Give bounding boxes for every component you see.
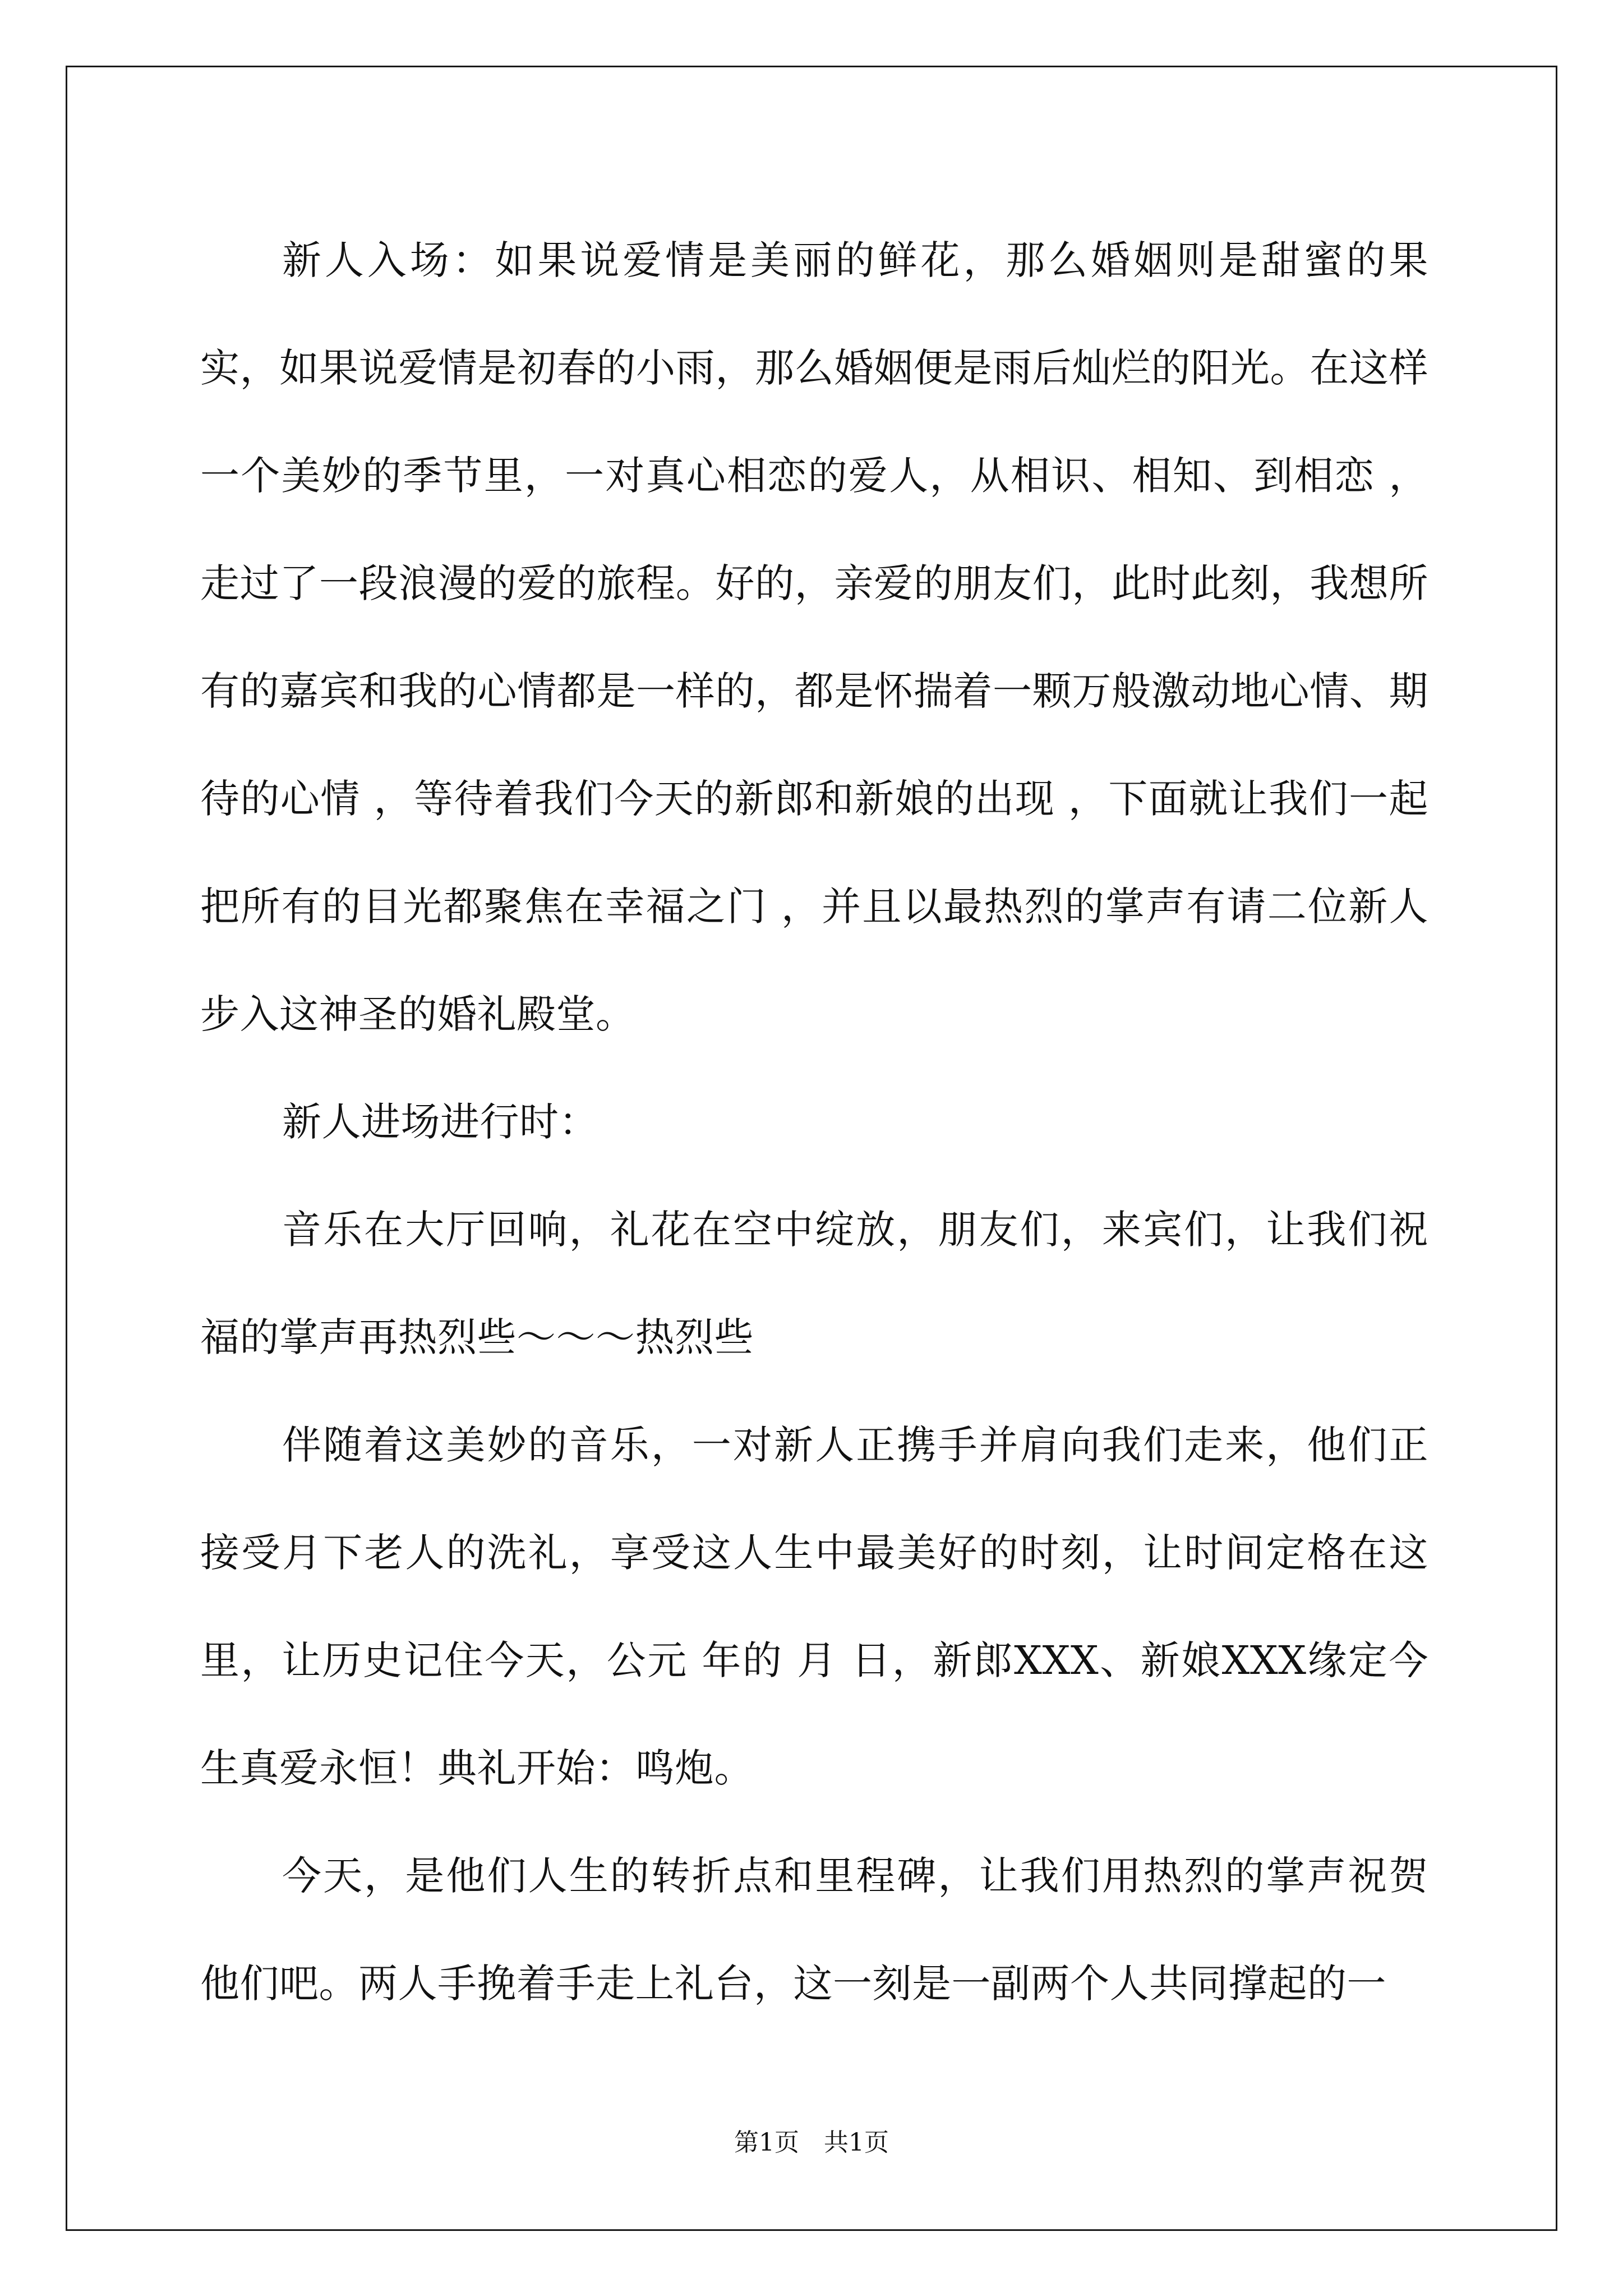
paragraph-music: 音乐在大厅回响，礼花在空中绽放，朋友们，来宾们，让我们祝福的掌声再热烈些～～～热烈些 (200, 1207, 1428, 1360)
page-number-footer: 第1页 共1页 (734, 2128, 889, 2157)
document-body (200, 206, 1428, 2037)
paragraph-walking: 伴随着这美妙的音乐，一对新人正携手并肩向我们走来，他们正接受月下老人的洗礼，享受这人生中最美好的时刻，让时间定格在这里，让历史记住今天，公元 年的 月 日，新郎XXX、新娘XXX缘定今生真爱永恒！典礼开始：鸣炮。 (200, 1422, 1428, 1791)
paragraph-entrance: 新人入场：如果说爱情是美丽的鲜花，那么婚姻则是甜蜜的果实，如果说爱情是初春的小雨，那么婚姻便是雨后灿烂的阳光。在这样一个美妙的季节里，一对真心相恋的爱人，从相识、相知、到相恋 ，走过了一段浪漫的爱的旅程。好的，亲爱的朋友们，此时此刻，我想所有的嘉宾和我的心情都是一样的，都是怀揣着一颗万般激动地心情、期待的心情 ，等待着我们今天的新郎和新娘的出现 ，下面就让我们一起把所有的目光都聚焦在幸福之门 ，并且以最热烈的掌声有请二位新人步入这神圣的婚礼殿堂。 (200, 237, 1428, 1037)
paragraph-milestone: 今天，是他们人生的转折点和里程碑，让我们用热烈的掌声祝贺他们吧。两人手挽着手走上礼台，这一刻是一副两个人共同撑起的一 (200, 1853, 1428, 2007)
paragraph-entrance-heading: 新人进场进行时： (282, 1099, 598, 1145)
